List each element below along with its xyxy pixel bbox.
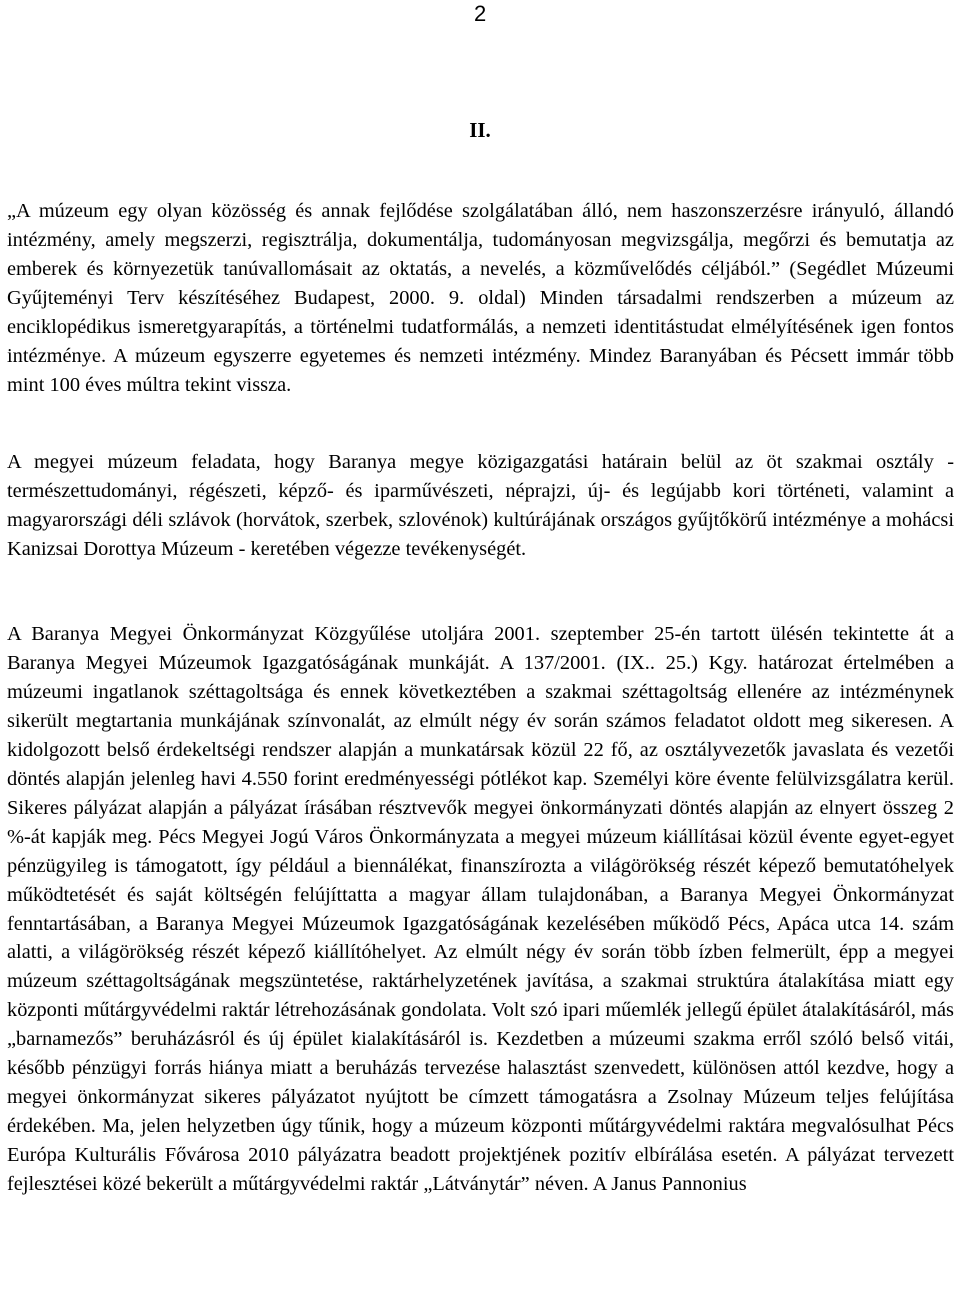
body-paragraph <box>7 620 954 1199</box>
page-number: 2 <box>474 1 487 26</box>
section-heading: II. <box>469 118 491 142</box>
paragraph-text: A megyei múzeum feladata, hogy Baranya megye közigazgatási határain belül az öt szakmai osztály - természettudományi, régészeti, képző- és iparművészeti, néprajzi, új- és legújabb kori történeti, valamint a magyarországi déli szlávok (horvátok, szerbek, szlovénok) kultúrájának országos gyűjtőkörű intézménye a mohácsi Kanizsai Dorottya Múzeum - keretében végezze tevékenységét. <box>7 451 954 560</box>
body-paragraph <box>7 197 954 400</box>
body-paragraph <box>7 448 954 564</box>
paragraph-text: A Baranya Megyei Önkormányzat Közgyűlése utoljára 2001. szeptember 25-én tartott ülésén tekintette át a Baranya Megyei Múzeumok Igazgatóságának munkáját. A 137/2001. (IX.. 25.) Kgy. határozat értelmében a múzeumi ingatlanok széttagoltsága és ennek következtében a szakmai széttagoltság ellenére az intézménynek sikerült megtartania munkájának színvonalát, az elmúlt négy év során számos feladatot oldott meg sikeresen. A kidolgozott belső érdekeltségi rendszer alapján a munkatársak közül 22 fő, az osztályvezetők javaslata és vezetői döntés alapján jelenleg havi 4.550 forint eredményességi pótlékot kap. Személyi köre évente felülvizsgálatra kerül. Sikeres pályázat alapján a pályázat írásában résztvevők megyei önkormányzati döntés alapján az elnyert összeg 2 %-át kapják meg. Pécs Megyei Jogú Város Önkormányzata a megyei múzeum kiállításai közül évente egyet-egyet pénzügyileg is támogatott, így például a biennálékat, finanszírozta a világörökség részét képező bemutatóhelyek működtetését és saját költségén felújíttatta a magyar állam tulajdonában, a Baranya Megyei Önkormányzat fenntartásában, a Baranya Megyei Múzeumok Igazgatóságának kezelésében működő Pécs, Apáca utca 14. szám alatti, a világörökség részét képező kiállítóhelyet. Az elmúlt négy év során több ízben felmerült, épp a megyei múzeum széttagoltságának megszüntetése, raktárhelyzetének javítása, a szakmai struktúra átalakítása miatt egy központi műtárgyvédelmi raktár létrehozásának gondolata. Volt szó ipari műemlék jellegű épület átalakításáról, más „barnamezős” beruházásról és új épület kialakításáról is. Kezdetben a múzeumi szakma erről szóló belső vitái, később pénzügyi forrás hiánya miatt a beruházás tervezése halasztást szenvedett, különösen attól kezdve, hogy a megyei önkormányzat sikeres pályázatot nyújtott be címzett támogatásra a Zsolnay Múzeum teljes felújítása érdekében. Ma, jelen helyzetben úgy tűnik, hogy a múzeum központi műtárgyvédelmi raktára megvalósulhat Pécs Európa Kulturális Fővárosa 2010 pályázatra beadott projektjének pozitív elbírálása esetén. A pályázat tervezett fejlesztései közé bekerült a műtárgyvédelmi raktár „Látványtár” néven. A Janus Pannonius <box>7 623 954 1196</box>
paragraph-text: „A múzeum egy olyan közösség és annak fejlődése szolgálatában álló, nem haszonszerzésre irányuló, állandó intézmény, amely megszerzi, regisztrálja, dokumentálja, tudományosan megvizsgálja, megőrzi és bemutatja az emberek és környezetük tanúvallomásait az oktatás, a nevelés, a közművelődés céljából.” (Segédlet Múzeumi Gyűjteményi Terv készítéséhez Budapest, 2000. 9. oldal) Minden társadalmi rendszerben a múzeum az enciklopédikus ismeretgyarapítás, a történelmi tudatformálás, a nemzeti identitástudat elmélyítésének igen fontos intézménye. A múzeum egyszerre egyetemes és nemzeti intézmény. Mindez Baranyában és Pécsett immár több mint 100 éves múltra tekint vissza. <box>7 200 954 396</box>
